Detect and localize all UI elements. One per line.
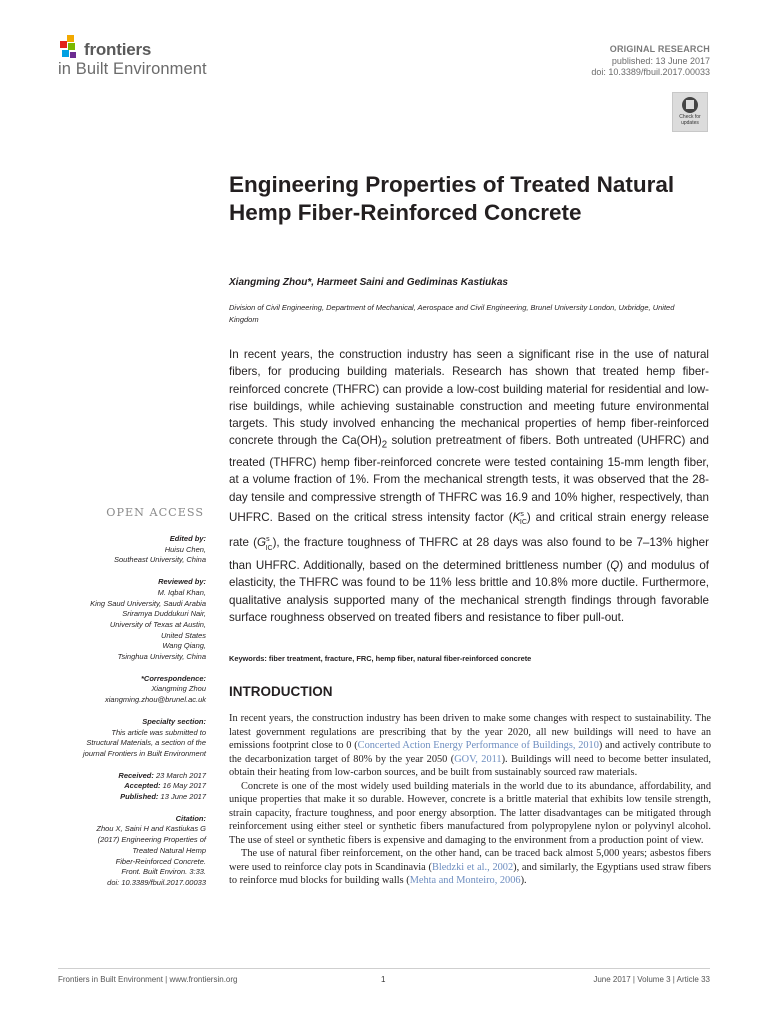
- symbol-q: Q: [610, 558, 620, 572]
- citation-link[interactable]: Concerted Action Energy Performance of Buildings, 2010: [357, 740, 599, 751]
- page-number: 1: [381, 975, 386, 984]
- accepted-label: Accepted:: [124, 781, 161, 791]
- abstract-text: ) and modulus of elasticity, the THFRC was found to be 11% less brittle and 10.8% more ductile. Furthermore, qualitative analysis supported many of the mechanical strength findings through favorable surface roughness observed on treated fibers and resistance to fiber pull-out.: [229, 558, 709, 624]
- reviewer-line: King Saud University, Saudi Arabia: [90, 598, 206, 608]
- correspondence-email[interactable]: xiangming.zhou@brunel.ac.uk: [104, 695, 206, 705]
- abstract-text: In recent years, the construction industry has seen a significant rise in the use of natural fibers, for producing building materials. Research has shown that treated hemp fiber-reinforced concrete (THFRC) can provide a low-cost building material for residential and low-rise buildings, while achieving sustainable construction and meeting future environmental targets. This study involved enhancing the mechanical properties of hemp fiber-reinforced concrete through the Ca(OH): [229, 348, 709, 448]
- abstract-text: ) and critical strain energy release rate (: [229, 510, 709, 550]
- open-access-label: OPEN ACCESS: [106, 506, 204, 519]
- citation-line: (2017) Engineering Properties of: [97, 835, 206, 845]
- reviewer-line: University of Texas at Austin,: [109, 619, 206, 629]
- superscript: s: [266, 536, 270, 544]
- subscript: 2: [381, 439, 388, 451]
- published-date-sidebar: [6, 792, 206, 803]
- edited-by-label: Edited by:: [169, 534, 206, 543]
- keywords-label: Keywords:: [229, 654, 267, 663]
- abstract-text: ), the fracture toughness of THFRC at 28 days was also found to be 7–13% higher than UHFRC. Additionally, based on the determined brittleness number (: [229, 536, 709, 572]
- reviewer-line: Wang Qiang,: [162, 641, 206, 651]
- body-text-run: ).: [520, 875, 527, 886]
- article-meta: [591, 44, 710, 79]
- citation-label: Citation:: [175, 813, 206, 823]
- editor-affiliation: Southeast University, China: [114, 555, 206, 565]
- reviewed-by-label: Reviewed by:: [158, 577, 206, 587]
- symbol-k: K: [512, 510, 521, 524]
- check-updates-icon: [682, 97, 698, 113]
- reviewer-line: Tsinghua University, China: [117, 652, 206, 662]
- citation-line: Zhou X, Saini H and Kastiukas G: [96, 824, 206, 834]
- citation-line: Front. Built Environ. 3:33.: [121, 867, 206, 877]
- body-paragraph: [229, 847, 711, 888]
- subscript: IC: [265, 544, 273, 552]
- specialty-line: journal Frontiers in Built Environment: [83, 748, 206, 758]
- abstract-text: solution pretreatment of fibers. Both untreated (UHFRC) and treated (THFRC) hemp fiber-reinforced concrete were tested containing 15-mm length fiber, at a volume fraction of 1%. From the mechanical strength tests, it was observed that the 28-day tensile and compressive strength of THFRC was 16.9 and 10% higher, respectively, than UHFRC. Based on the critical stress intensity factor (: [229, 434, 709, 524]
- body-paragraph: Concrete is one of the most widely used building materials in the world due to its abundance, affordability, and unique properties that make it so durable. However, concrete is a brittle material that exhibits low tensile strength, strain capacity, fracture toughness, and poor energy absorption. The latter disadvantages can be mitigated through reinforcement using either steel or synthetic fibers manufactured from polypropylene nylon or polyvinyl alcohol. The use of steel or synthetic fibers is expensive and damaging to the environment from a production point of view.: [229, 780, 711, 846]
- keywords: [229, 654, 531, 663]
- author-affiliation: Division of Civil Engineering, Department of Mechanical, Aerospace and Civil Engineering, Brunel University London, Uxbridge, United Kingdom: [229, 303, 675, 324]
- body-text-run: The use of natural fiber reinforcement, on the other hand, can be traced back almost 5,000 years; asbestos fibers were used to reinforce clay pots in Scandinavia (: [229, 848, 711, 873]
- superscript: s: [520, 510, 524, 518]
- sidebar-metadata: [6, 534, 206, 889]
- article-type: ORIGINAL RESEARCH: [609, 44, 710, 54]
- received-date: [6, 771, 206, 782]
- section-heading-introduction: INTRODUCTION: [229, 684, 333, 699]
- symbol-g: G: [257, 536, 267, 550]
- body-text-run: In recent years, the construction industry has been driven to make some changes with respect to sustainability. The latest government regulations are prescribing that by the year 2020, all new buildings will need to have an emissions footprint close to 0 (: [229, 713, 711, 751]
- reviewer-line: Sriramya Duddukuri Nair,: [122, 609, 206, 619]
- abstract: [229, 346, 709, 626]
- body-text-run: ) and actively contribute to the decarbonization target of 80% by the year 2050 (: [229, 740, 711, 765]
- specialty-line: This article was submitted to: [111, 727, 206, 737]
- citation-line: Fiber-Reinforced Concrete.: [115, 856, 206, 866]
- frontiers-logo-icon: [59, 35, 81, 61]
- specialty-line: Structural Materials, a section of the: [86, 738, 206, 748]
- citation-line[interactable]: doi: 10.3389/fbuil.2017.00033: [107, 877, 206, 887]
- citation-link[interactable]: Bledzki et al., 2002: [431, 861, 514, 873]
- article-title: Engineering Properties of Treated Natural Hemp Fiber-Reinforced Concrete: [229, 172, 675, 225]
- body-text-run: ). Buildings will need to become better insulated, obtain their heating from low-carbon sources, and be built from sustainably sourced raw materials.: [229, 753, 711, 778]
- published-label: Published:: [120, 792, 159, 802]
- received-value: 23 March 2017: [155, 770, 206, 780]
- citation-line: Treated Natural Hemp: [132, 845, 206, 855]
- journal-name[interactable]: in Built Environment: [58, 60, 207, 78]
- author-list[interactable]: Xiangming Zhou*, Harmeet Saini and Gediminas Kastiukas: [229, 277, 508, 288]
- received-label: Received:: [118, 770, 154, 780]
- footer-journal-link[interactable]: Frontiers in Built Environment | www.frontiersin.org: [58, 975, 238, 984]
- body-paragraph: [229, 712, 711, 780]
- reviewer-line: United States: [160, 630, 206, 640]
- citation-link[interactable]: Mehta and Monteiro, 2006: [409, 875, 521, 886]
- check-updates-label: Check for updates: [679, 114, 701, 126]
- editor-name: Huisu Chen,: [164, 544, 206, 554]
- accepted-date: [6, 781, 206, 792]
- keywords-text: fiber treatment, fracture, FRC, hemp fiber, natural fiber-reinforced concrete: [268, 654, 532, 663]
- body-text: [229, 712, 711, 888]
- subscript: IC: [519, 519, 527, 527]
- correspondence-label: *Correspondence:: [140, 673, 206, 683]
- brand-name[interactable]: frontiers: [84, 40, 152, 59]
- reviewer-line: M. Iqbal Khan,: [157, 587, 206, 597]
- body-text-run: ), and similarly, the Egyptians used straw fibers to reinforce mud blocks for building walls (: [229, 861, 711, 886]
- article-doi[interactable]: doi: 10.3389/fbuil.2017.00033: [591, 67, 710, 77]
- check-for-updates-button[interactable]: [672, 92, 708, 132]
- footer-divider: [58, 968, 710, 969]
- citation-link[interactable]: GOV, 2011: [454, 753, 502, 765]
- published-value: 13 June 2017: [160, 792, 206, 802]
- footer-issue-info: June 2017 | Volume 3 | Article 33: [593, 975, 710, 984]
- correspondence-name: Xiangming Zhou: [151, 684, 206, 694]
- specialty-section-label: Specialty section:: [142, 716, 206, 726]
- accepted-value: 16 May 2017: [162, 781, 206, 791]
- published-date: published: 13 June 2017: [611, 55, 710, 66]
